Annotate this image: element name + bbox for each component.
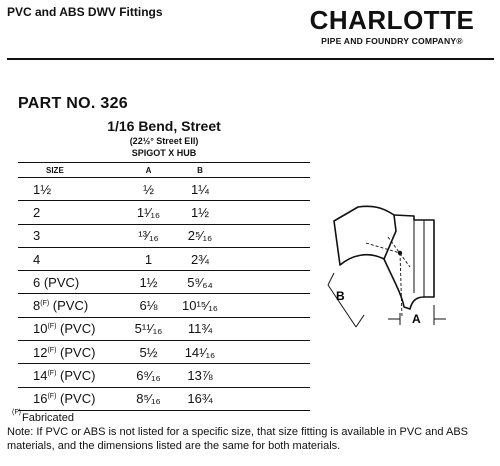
cell-b: 10¹⁵⁄₁₆ xyxy=(182,298,218,314)
table-row xyxy=(18,247,310,270)
label-b: B xyxy=(336,289,345,303)
size-value: 2 xyxy=(33,204,41,220)
spigot-outline xyxy=(334,206,396,265)
cell-size xyxy=(18,321,120,336)
fabricated-mark: (F) xyxy=(47,370,57,378)
table-row xyxy=(18,200,310,223)
cell-b: 13⅞ xyxy=(187,368,213,384)
size-value: 10 xyxy=(33,321,48,337)
table-row xyxy=(18,387,310,411)
fabricated-mark: (F) xyxy=(47,323,57,331)
cell-a: 6⅛ xyxy=(139,298,158,314)
header-divider xyxy=(7,58,494,60)
item-subtitle: (22½° Street Ell) xyxy=(129,136,199,146)
cell-size xyxy=(18,252,120,267)
size-suffix: (PVC) xyxy=(56,321,96,337)
cell-b: 1½ xyxy=(190,204,210,220)
size-suffix: (PVC) xyxy=(56,368,96,384)
cell-size xyxy=(18,298,120,313)
cell-b: 5⁹⁄₆₄ xyxy=(187,274,213,290)
cell-a: 5½ xyxy=(139,344,158,360)
table-row xyxy=(18,340,310,363)
header-b: B xyxy=(197,165,203,175)
table-row xyxy=(18,177,310,200)
hub-outline xyxy=(384,215,434,309)
table-row xyxy=(18,293,310,316)
cell-a: ¹³⁄₁₆ xyxy=(138,228,159,244)
cell-a: ½ xyxy=(143,181,154,197)
brand-logo-name: CHARLOTTE xyxy=(309,5,475,35)
fabricated-mark: (F) xyxy=(47,346,57,354)
footnote-fabricated: Fabricated xyxy=(22,412,74,424)
brand-logo-subtitle: PIPE AND FOUNDRY COMPANY® xyxy=(321,36,463,46)
size-value: 6 (PVC) xyxy=(33,274,80,290)
item-spigot-hub: SPIGOT X HUB xyxy=(131,148,197,158)
size-value: 4 xyxy=(33,251,41,267)
header-a: A xyxy=(145,165,152,175)
table-row xyxy=(18,363,310,386)
cell-a: 1½ xyxy=(139,274,158,290)
cell-a: 5¹¹⁄₁₆ xyxy=(134,321,163,337)
header-size: SIZE xyxy=(46,165,64,175)
cell-b: 16¾ xyxy=(187,391,213,407)
table-row xyxy=(18,224,310,247)
cell-size xyxy=(18,391,120,406)
table-row xyxy=(18,317,310,340)
size-value: 12 xyxy=(33,344,48,360)
cell-size xyxy=(18,228,120,243)
cell-b: 2¾ xyxy=(190,251,210,267)
dimension-b xyxy=(328,273,364,327)
header-title: PVC and ABS DWV Fittings xyxy=(7,5,163,19)
cell-a: 8⁵⁄₁₆ xyxy=(136,391,161,407)
size-suffix: (PVC) xyxy=(49,298,89,314)
size-value: 14 xyxy=(33,368,48,384)
cell-size xyxy=(18,182,120,197)
size-suffix: (PVC) xyxy=(56,391,96,407)
cell-b: 11¾ xyxy=(187,321,213,337)
label-a: A xyxy=(412,312,421,326)
size-value: 16 xyxy=(33,391,48,407)
fabricated-mark: (F) xyxy=(47,393,57,401)
size-value: 1½ xyxy=(33,181,52,197)
table-header-row xyxy=(18,162,310,177)
cell-size xyxy=(18,275,120,290)
cell-a: 1¹⁄₁₆ xyxy=(136,204,161,220)
cell-a: 6⁹⁄₁₆ xyxy=(136,368,161,384)
item-title: 1/16 Bend, Street xyxy=(107,118,221,134)
size-suffix: (PVC) xyxy=(56,344,96,360)
footnote-mark: (F) xyxy=(12,409,21,416)
cell-b: 1¼ xyxy=(190,181,210,197)
cell-a: 1 xyxy=(144,251,153,267)
fabricated-mark: (F) xyxy=(40,300,50,308)
cell-size xyxy=(18,345,120,360)
cell-size xyxy=(18,205,120,220)
center-point xyxy=(398,251,402,255)
cell-b: 2⁵⁄₁₆ xyxy=(187,228,213,244)
cell-size xyxy=(18,368,120,383)
size-value: 3 xyxy=(33,228,41,244)
table-row xyxy=(18,270,310,293)
size-value: 8 xyxy=(33,298,41,314)
footnote-note: Note: If PVC or ABS is not listed for a specific size, that size fitting is available in PVC and ABS materials, and the dimensions listed are the same for both materials. xyxy=(7,426,468,452)
part-number: PART NO. 326 xyxy=(18,95,128,112)
cell-b: 14¹⁄₁₆ xyxy=(184,344,216,360)
fitting-diagram xyxy=(318,185,488,335)
dimension-table xyxy=(18,162,310,411)
